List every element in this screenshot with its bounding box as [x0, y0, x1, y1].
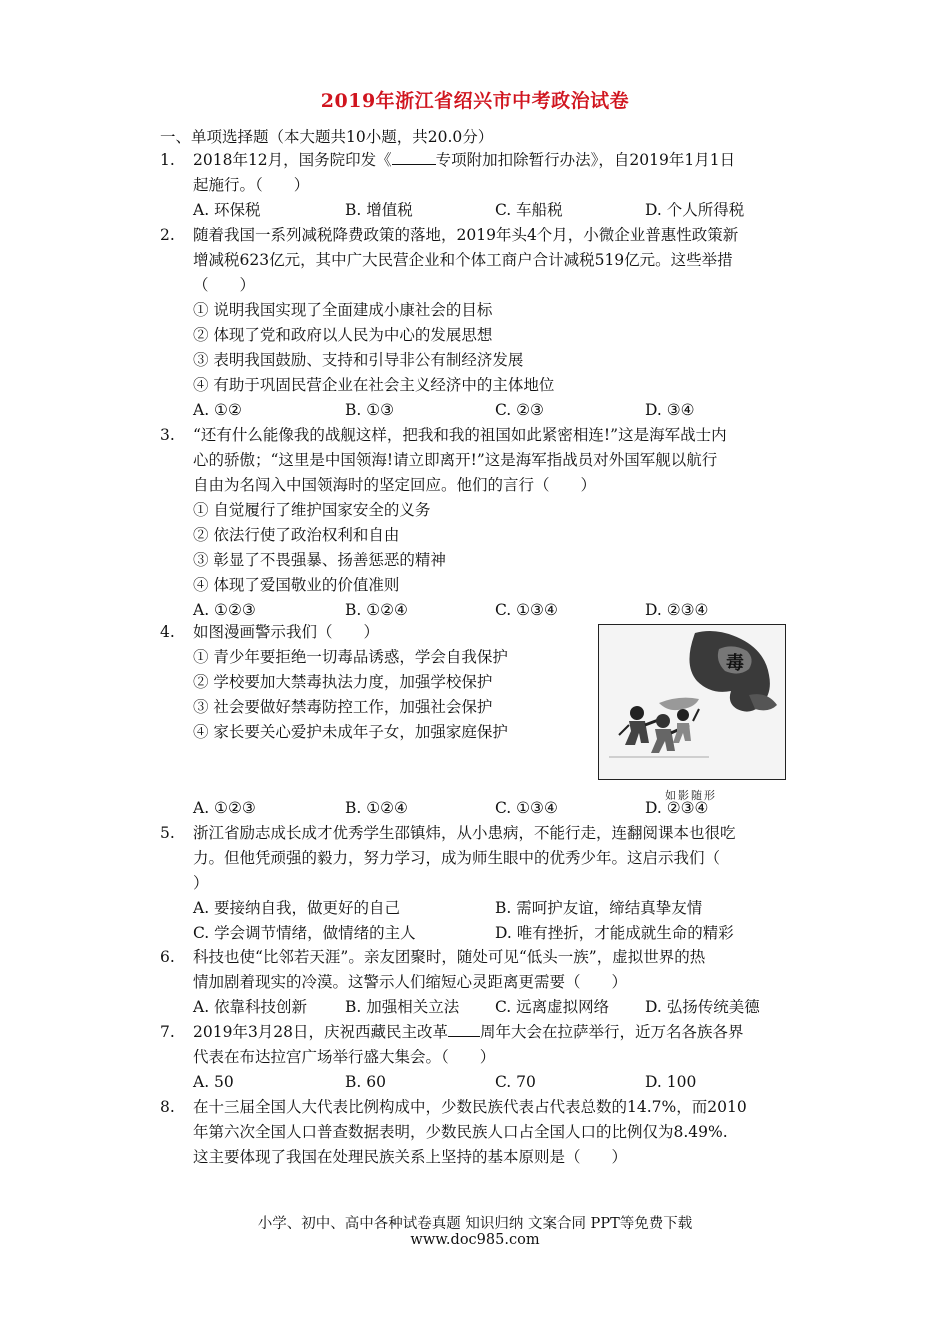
- question-number: 4.: [160, 623, 175, 641]
- choice-a: A. 依靠科技创新: [193, 998, 308, 1016]
- choice-a: A. 要接纳自我，做更好的自己: [193, 899, 401, 917]
- question-number: 1.: [160, 151, 175, 169]
- option-1: ① 青少年要拒绝一切毒品诱惑，学会自我保护: [193, 648, 508, 666]
- question-stem: 浙江省励志成长成才优秀学生邵镇炜，从小患病，不能行走，连翻阅课本也很吃 力。但他凭顽强的毅力，努力学习，成为师生眼中的优秀少年。这启示我们（ ）: [193, 824, 736, 892]
- answer-choices-row-2: [193, 921, 800, 946]
- question-stem: 随着我国一系列减税降费政策的落地，2019年头4个月，小微企业普惠性政策新 增减税623亿元，其中广大民营企业和个体工商户合计减税519亿元。这些举措 （ ）: [193, 226, 739, 294]
- choice-c: C. ①③④: [495, 601, 558, 619]
- cartoon-caption: 如影随形: [665, 789, 717, 802]
- question-2: [160, 223, 800, 423]
- option-1: ① 说明我国实现了全面建成小康社会的目标: [193, 301, 493, 319]
- question-number: 2.: [160, 226, 175, 244]
- option-1: ① 自觉履行了维护国家安全的义务: [193, 501, 431, 519]
- choice-d: D. 个人所得税: [645, 201, 745, 219]
- choice-d: D. 100: [645, 1073, 697, 1091]
- option-4: ④ 有助于巩固民营企业在社会主义经济中的主体地位: [193, 376, 555, 394]
- fill-blank: [392, 150, 436, 165]
- answer-choices: [193, 198, 800, 223]
- choice-a: A. ①②③: [193, 601, 256, 619]
- question-5: [160, 821, 800, 946]
- choice-b: B. ①②④: [345, 601, 408, 619]
- choice-c: C. ①③④: [495, 799, 558, 817]
- question-stem: 2019年3月28日，庆祝西藏民主改革 周年大会在拉萨举行，近万名各族各界 代表在布达拉宫广场举行盛大集会。（ ）: [193, 1023, 744, 1066]
- choice-d: D. ③④: [645, 401, 695, 419]
- question-number: 7.: [160, 1023, 175, 1041]
- choice-b: B. 需呵护友谊，缔结真挚友情: [495, 899, 703, 917]
- footer-link[interactable]: www.doc985.com: [410, 1232, 540, 1248]
- question-stem: 在十三届全国人大代表比例构成中，少数民族代表占代表总数的14.7%，而2010 年第六次全国人口普查数据表明，少数民族人口占全国人口的比例仅为8.49%. 这主要体现了我国在处理民族关系上坚持的基本原则是（ ）: [193, 1098, 747, 1166]
- question-6: [160, 945, 800, 1020]
- choice-c: C. 车船税: [495, 201, 563, 219]
- cartoon-drawing: [599, 625, 785, 779]
- choice-c: C. 远离虚拟网络: [495, 998, 610, 1016]
- answer-choices: [193, 1070, 800, 1095]
- fill-blank: [448, 1022, 480, 1037]
- answer-choices: [193, 398, 800, 423]
- option-4: ④ 体现了爱国敬业的价值准则: [193, 576, 400, 594]
- question-number: 6.: [160, 948, 175, 966]
- answer-choices: [193, 995, 800, 1020]
- choice-d: D. ②③④: [645, 601, 709, 619]
- question-1: [160, 148, 800, 223]
- page-title: 2019年浙江省绍兴市中考政治试卷: [320, 90, 630, 112]
- section-heading: 一、单项选择题（本大题共10小题，共20.0分）: [160, 128, 494, 146]
- option-4: ④ 家长要关心爱护未成年子女，加强家庭保护: [193, 723, 508, 741]
- option-3: ③ 表明我国鼓励、支持和引导非公有制经济发展: [193, 351, 524, 369]
- choice-b: B. 增值税: [345, 201, 413, 219]
- question-4-choices: [160, 796, 800, 821]
- question-number: 5.: [160, 824, 175, 842]
- cartoon-image: [598, 624, 786, 780]
- choice-b: B. ①③: [345, 401, 395, 419]
- choice-a: A. ①②③: [193, 799, 256, 817]
- option-2: ② 依法行使了政治权利和自由: [193, 526, 400, 544]
- footer-line-1: 小学、初中、高中各种试卷真题 知识归纳 文案合同 PPT等免费下载: [257, 1216, 693, 1232]
- question-stem: 2018年12月，国务院印发《 专项附加扣除暂行办法》，自2019年1月1日 起施行。（ ）: [193, 151, 736, 194]
- option-3: ③ 社会要做好禁毒防控工作，加强社会保护: [193, 698, 493, 716]
- question-stem: “还有什么能像我的战舰这样，把我和我的祖国如此紧密相连!”这是海军战士内 心的骄傲；“这里是中国领海!请立即离开!”这是海军指战员对外国军舰以航行 自由为名闯入中国领海时的坚定回应。他们的言行（ ）: [193, 426, 727, 494]
- choice-c: C. 70: [495, 1073, 536, 1091]
- question-stem: 如图漫画警示我们（ ）: [193, 623, 380, 641]
- question-stem: 科技也使“比邻若天涯”。亲友团聚时，随处可见“低头一族”，虚拟世界的热 情加剧着现实的冷漠。这警示人们缩短心灵距离更需要（ ）: [193, 948, 706, 991]
- choice-d: D. ②③④: [645, 799, 709, 817]
- choice-b: B. 加强相关立法: [345, 998, 460, 1016]
- option-3: ③ 彰显了不畏强暴、扬善惩恶的精神: [193, 551, 446, 569]
- choice-a: A. 环保税: [193, 201, 261, 219]
- question-4: [160, 620, 580, 745]
- choice-d: D. 唯有挫折，才能成就生命的精彩: [495, 924, 734, 942]
- choice-a: A. 50: [193, 1073, 234, 1091]
- question-number: 8.: [160, 1098, 175, 1116]
- choice-b: B. ①②④: [345, 799, 408, 817]
- option-2: ② 体现了党和政府以人民为中心的发展思想: [193, 326, 493, 344]
- question-3: [160, 423, 800, 623]
- choice-c: C. 学会调节情绪，做情绪的主人: [193, 924, 416, 942]
- question-number: 3.: [160, 426, 175, 444]
- choice-b: B. 60: [345, 1073, 386, 1091]
- cartoon-label: 毒: [726, 653, 744, 674]
- answer-choices-row-1: [193, 896, 800, 921]
- question-7: [160, 1020, 800, 1095]
- question-8: [160, 1095, 800, 1170]
- choice-d: D. 弘扬传统美德: [645, 998, 760, 1016]
- choice-a: A. ①②: [193, 401, 242, 419]
- option-2: ② 学校要加大禁毒执法力度，加强学校保护: [193, 673, 493, 691]
- choice-c: C. ②③: [495, 401, 544, 419]
- answer-choices: [193, 796, 800, 821]
